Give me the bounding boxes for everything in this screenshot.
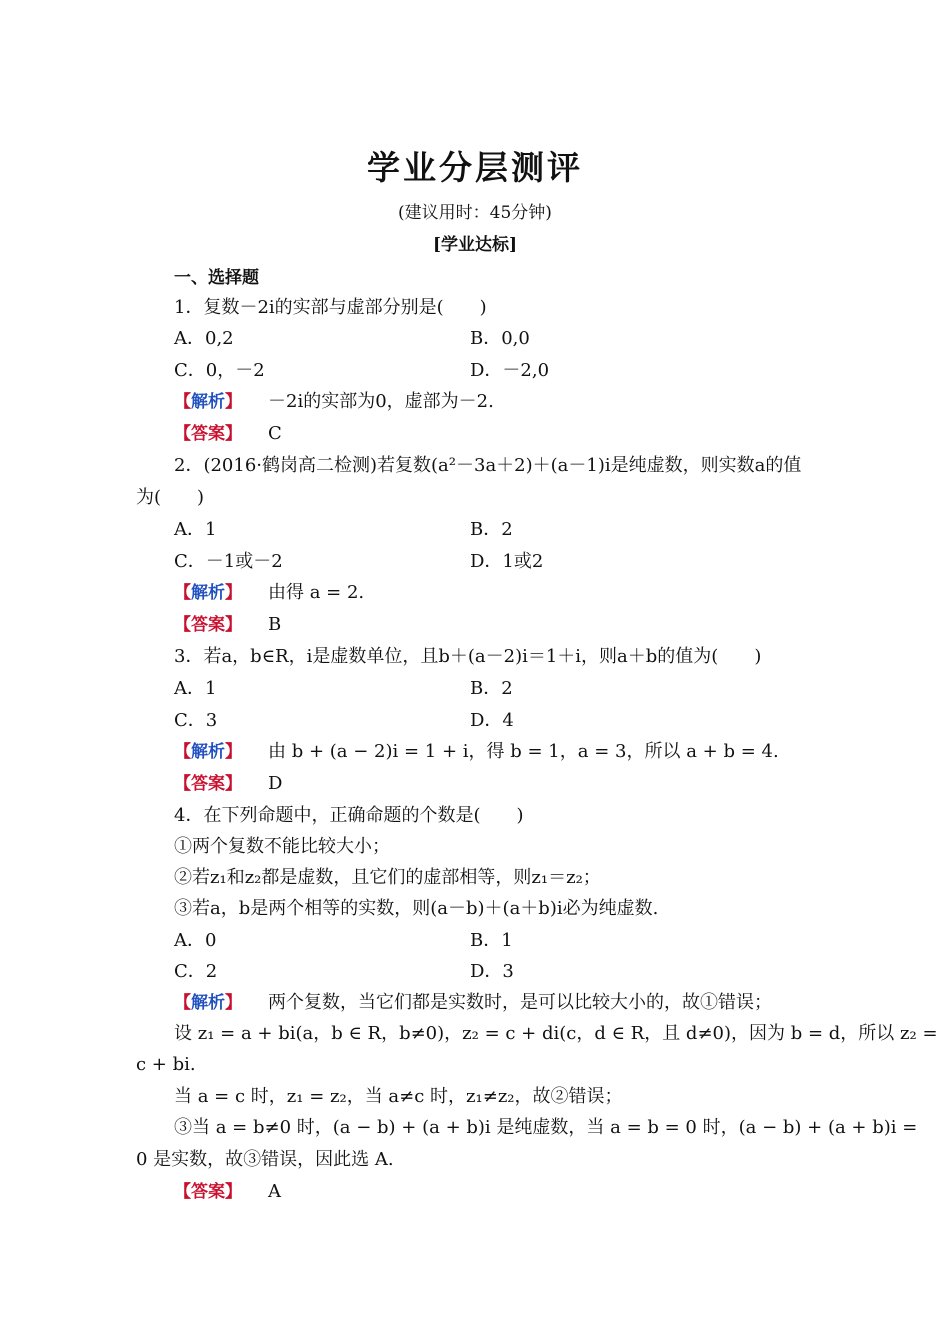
analysis-tag: 【解析】 [174,742,242,762]
q2-answer-text: B [268,614,282,635]
q4-analysis-line-5: ③当 a = b≠0 时，(a − b) + (a + b)i 是纯虚数，当 a = b = 0 时，(a − b) + (a + b)i = [174,1117,918,1138]
q4-option-d: D．3 [470,961,514,982]
q4-analysis [174,987,950,1019]
q2-option-c: C．－1或－2 [174,551,283,572]
q1-option-b: B．0,0 [470,328,530,349]
q4-answer [174,1176,950,1208]
q3-analysis [174,736,950,768]
q1-option-a: A．0,2 [174,328,234,349]
q4-analysis-line-3: c + bi. [136,1054,196,1075]
question-3-stem: 3．若a，b∈R，i是虚数单位，且b＋(a－2)i＝1＋i，则a＋b的值为( ) [174,646,762,667]
q4-statement-3: ③若a，b是两个相等的实数，则(a－b)＋(a＋b)i必为纯虚数. [174,898,659,919]
q4-answer-text: A [268,1181,281,1202]
answer-tag: 【答案】 [174,1182,242,1202]
answer-tag: 【答案】 [174,424,242,444]
q2-analysis-text: 由得 a = 2. [268,582,365,603]
q1-answer [174,418,950,450]
q3-answer [174,768,950,800]
q2-analysis [174,577,950,609]
question-1-stem: 1．复数－2i的实部与虚部分别是( ) [174,297,487,318]
analysis-tag: 【解析】 [174,993,242,1013]
q4-analysis-line-1: 两个复数，当它们都是实数时，是可以比较大小的，故①错误； [268,992,772,1013]
q4-analysis-line-6: 0 是实数，故③错误，因此选 A. [136,1149,394,1170]
question-4-stem: 4．在下列命题中，正确命题的个数是( ) [174,805,524,826]
q2-option-d: D．1或2 [470,551,544,572]
q1-option-d: D．－2,0 [470,360,550,381]
time-hint: (建议用时：45分钟) [398,203,552,223]
q3-option-c: C．3 [174,710,218,731]
q4-statement-1: ①两个复数不能比较大小； [174,836,390,857]
q3-option-a: A．1 [174,678,217,699]
q4-option-a: A．0 [174,930,217,951]
section-tag: [学业达标] [432,235,518,255]
answer-tag: 【答案】 [174,615,242,635]
q1-answer-text: C [268,423,282,444]
question-2-stem-line2: 为( ) [136,487,205,508]
q1-analysis-text: －2i的实部为0，虚部为－2. [268,391,494,412]
q1-analysis [174,386,950,418]
q1-option-c: C．0，－2 [174,360,265,381]
analysis-tag: 【解析】 [174,392,242,412]
q4-analysis-line-2: 设 z₁ = a + bi(a，b ∈ R，b≠0)，z₂ = c + di(c，d ∈ R，且 d≠0)，因为 b = d，所以 z₂ = [174,1023,938,1044]
q4-option-b: B．1 [470,930,513,951]
q3-option-b: B．2 [470,678,513,699]
page-title: 学业分层测评 [367,148,583,187]
q3-option-d: D．4 [470,710,514,731]
q2-answer [174,609,950,641]
q3-analysis-text: 由 b + (a − 2)i = 1 + i，得 b = 1，a = 3，所以 a + b = 4. [268,741,779,762]
q4-option-c: C．2 [174,961,218,982]
question-2-stem-line1: 2．(2016·鹤岗高二检测)若复数(a²－3a＋2)＋(a－1)i是纯虚数，则实数a的值 [174,455,802,476]
q4-analysis-line-4: 当 a = c 时，z₁ = z₂，当 a≠c 时，z₁≠z₂，故②错误； [174,1086,623,1107]
q2-option-b: B．2 [470,519,513,540]
section-heading: 一、选择题 [174,268,259,288]
answer-tag: 【答案】 [174,774,242,794]
q3-answer-text: D [268,773,283,794]
analysis-tag: 【解析】 [174,583,242,603]
q4-statement-2: ②若z₁和z₂都是虚数，且它们的虚部相等，则z₁＝z₂； [174,867,601,888]
q2-option-a: A．1 [174,519,217,540]
